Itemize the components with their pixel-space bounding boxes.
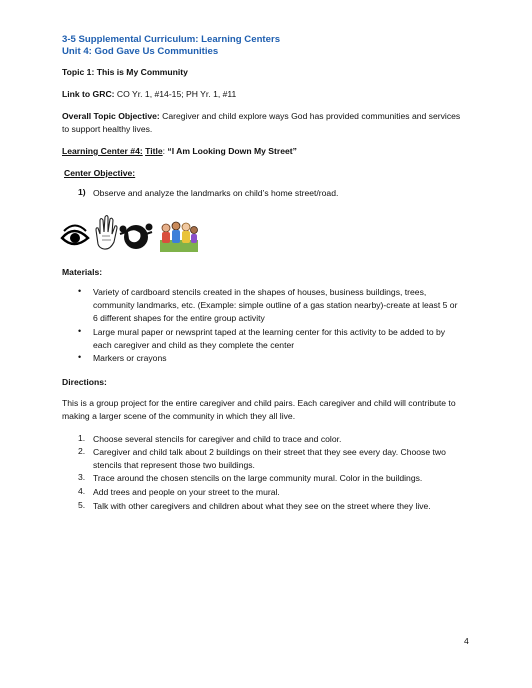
unit-title: Unit 4: God Gave Us Communities [62, 46, 219, 57]
materials-item-2 [93, 326, 473, 352]
center-title: “I Am Looking Down My Street” [167, 146, 297, 156]
step-2-line2: stencils that represent those two buildings. [93, 460, 255, 470]
objective-line1: Caregiver and child explore ways God has provided communities and services [159, 111, 461, 121]
materials-item-2-line2: each caregiver and child as they complete the center [93, 340, 295, 350]
step-1: Choose several stencils for caregiver and child to trace and color. [93, 434, 342, 444]
materials-heading: Materials: [62, 267, 103, 277]
objective-item: Observe and analyze the landmarks on child’s home street/road. [93, 188, 339, 198]
directions-intro-line1: This is a group project for the entire caregiver and child pairs. Each caregiver and child will contribute to [62, 398, 456, 408]
objective-label: Overall Topic Objective: [62, 111, 160, 121]
grc-link-label: Link to GRC: [62, 89, 115, 99]
objective-line2: to support healthy lives. [62, 124, 153, 134]
step-number: 3. [78, 472, 86, 482]
learning-center-label: Learning Center #4: [62, 146, 143, 156]
globe-children-icon [120, 224, 153, 250]
materials-item-3: Markers or crayons [93, 353, 167, 363]
materials-item-2-line1: Large mural paper or newsprint taped at the learning center for this activity to be added to by [93, 327, 446, 337]
step-3: Trace around the chosen stencils on the large community mural. Color in the buildings. [93, 473, 423, 483]
step-4: Add trees and people on your street to the mural. [93, 487, 280, 497]
topic-objective [62, 110, 472, 136]
center-objective-heading: Center Objective: [64, 168, 136, 178]
bullet-icon: • [78, 326, 82, 336]
directions-intro [62, 397, 482, 423]
learning-center-heading [62, 145, 472, 158]
materials-item-1 [93, 286, 473, 325]
grc-link-value: CO Yr. 1, #14-15; PH Yr. 1, #11 [114, 89, 237, 99]
step-2-line1: Caregiver and child talk about 2 buildings on their street that they see every day. Choose two [93, 447, 446, 457]
objective-number: 1) [78, 187, 86, 197]
grc-link [62, 88, 472, 101]
hand-icon [96, 216, 117, 250]
bullet-icon: • [78, 352, 82, 362]
step-number: 5. [78, 500, 86, 510]
group-children-icon [160, 222, 198, 252]
materials-item-1-line1: Variety of cardboard stencils created in the shapes of houses, business buildings, trees, [93, 287, 427, 297]
topic-title: Topic 1: This is My Community [62, 67, 188, 77]
eye-icon [62, 226, 88, 245]
page-number: 4 [464, 636, 469, 646]
step-2 [93, 446, 478, 472]
step-number: 4. [78, 486, 86, 496]
bullet-icon: • [78, 286, 82, 296]
step-5: Talk with other caregivers and children about what they see on the street where they live. [93, 501, 431, 511]
title-separator: : [162, 146, 168, 156]
materials-item-1-line3: 6 different shapes for the entire group activity [93, 313, 265, 323]
step-number: 1. [78, 433, 86, 443]
step-number: 2. [78, 446, 86, 456]
activity-icons [60, 212, 200, 254]
directions-heading: Directions: [62, 377, 107, 387]
title-label: Title [145, 146, 163, 156]
curriculum-title: 3-5 Supplemental Curriculum: Learning Centers [62, 34, 281, 45]
directions-intro-line2: making a larger scene of the community in which they all live. [62, 411, 296, 421]
materials-item-1-line2: community landmarks, etc. (Example: simple outline of a gas station nearby)-create at least 5 or [93, 300, 458, 310]
